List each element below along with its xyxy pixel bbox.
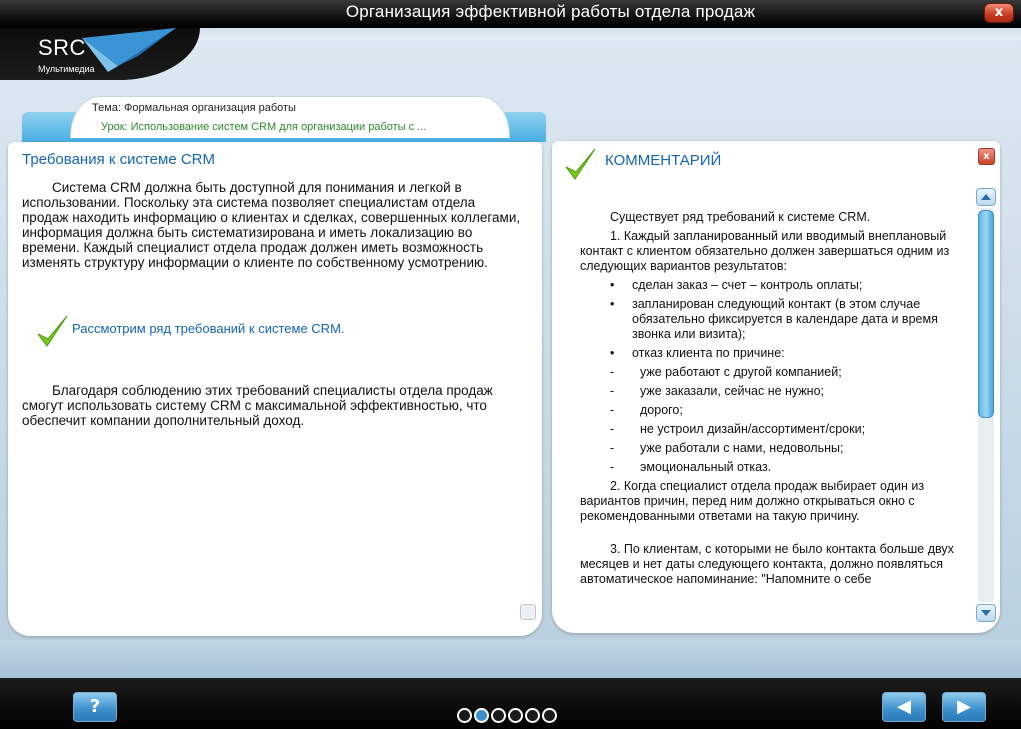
comment-scroll-area[interactable] <box>580 210 970 596</box>
content-title: Требования к системе CRM <box>22 151 216 168</box>
check-icon <box>562 147 598 183</box>
prev-button[interactable]: ◀ <box>882 692 926 722</box>
comment-intro: Существует ряд требований к системе CRM. <box>610 210 871 224</box>
comment-point-1: 1. Каждый запланированный или вводимый внеплановый контакт с клиентом обязательно должен завершаться одним из следующих вариантов результатов: <box>580 229 950 273</box>
scroll-down-button[interactable] <box>976 604 996 622</box>
next-button[interactable]: ▶ <box>942 692 986 722</box>
page-dot[interactable] <box>474 708 489 723</box>
page-indicator <box>457 708 557 724</box>
list-item: - дорого; <box>580 403 970 418</box>
list-item: - уже работали с нами, недовольны; <box>580 441 970 456</box>
window-close-button[interactable]: x <box>984 3 1014 23</box>
header-wave <box>160 28 1021 40</box>
check-icon <box>34 314 70 350</box>
bullet-list <box>580 278 970 475</box>
list-item: - уже работают с другой компанией; <box>580 365 970 380</box>
comment-close-button[interactable]: x <box>978 148 995 165</box>
logo-text: SRC <box>38 35 86 60</box>
page-dot[interactable] <box>508 708 523 723</box>
logo-subtitle: Мультимедиа <box>38 64 95 74</box>
window-title: Организация эффективной работы отдела продаж <box>345 2 756 21</box>
page-dot[interactable] <box>491 708 506 723</box>
comment-point-2: 2. Когда специалист отдела продаж выбирает один из вариантов причин, перед ним должно открываться окно с рекомендованными ответами на такую причину. <box>580 479 925 523</box>
scroll-thumb[interactable] <box>978 210 994 418</box>
content-paragraph: Система CRM должна быть доступной для понимания и легкой в использовании. Поскольку эта система позволяет специалистам отдела продаж находить информацию о клиентах и сделках, совершенных коллегами, информация должна быть систематизирована и иметь локализацию во времени. Каждый специалист отдела продаж должен иметь возможность изменять структуру информации о клиенте по собственному усмотрению. <box>22 180 521 270</box>
list-item: • запланирован следующий контакт (в этом случае обязательно фиксируется в календаре дата и время звонка или визита); <box>580 297 970 342</box>
arrow-down-icon <box>977 605 995 621</box>
list-item: - эмоциональный отказ. <box>580 460 970 475</box>
page-dot[interactable] <box>525 708 540 723</box>
page-dot[interactable] <box>457 708 472 723</box>
topic-label: Тема: Формальная организация работы <box>92 102 296 114</box>
arrow-up-icon <box>977 189 995 205</box>
lesson-label: Урок: Использование систем CRM для организации работы с ... <box>101 121 427 133</box>
list-item: • отказ клиента по причине: <box>580 346 970 361</box>
list-item: - не устроил дизайн/ассортимент/сроки; <box>580 422 970 437</box>
scroll-up-button[interactable] <box>976 188 996 206</box>
comment-link[interactable]: Рассмотрим ряд требований к системе CRM. <box>72 321 345 336</box>
comment-title: КОММЕНТАРИЙ <box>605 152 722 169</box>
panel-toggle-button[interactable] <box>520 604 536 620</box>
list-item: • сделан заказ – счет – контроль оплаты; <box>580 278 970 293</box>
comment-point-3: 3. По клиентам, с которыми не было контакта больше двух месяцев и нет даты следующего контакта, должно появляться автоматическое напоминание: "Напомните о себе <box>580 542 954 586</box>
comment-scrollbar[interactable] <box>976 188 996 624</box>
list-item: - уже заказали, сейчас не нужно; <box>580 384 970 399</box>
comment-body <box>580 210 970 587</box>
page-dot[interactable] <box>542 708 557 723</box>
content-paragraph-2: Благодаря соблюдению этих требований специалисты отдела продаж смогут использовать систему CRM с максимальной эффективностью, что обеспечит компании дополнительный доход. <box>22 383 493 428</box>
help-button[interactable]: ? <box>73 692 117 722</box>
